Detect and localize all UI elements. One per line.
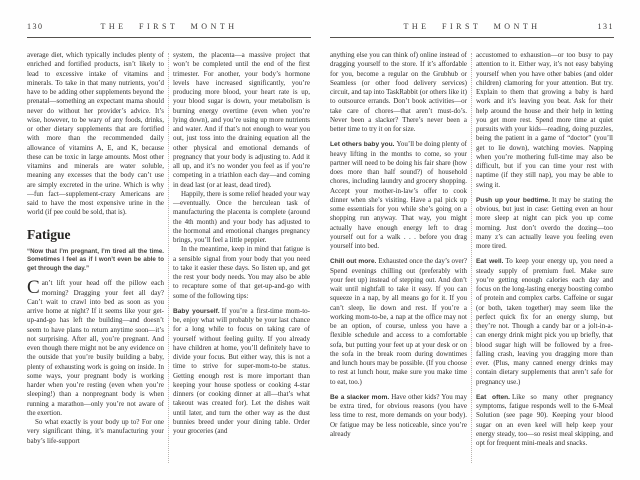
tip-eat-often bbox=[476, 393, 613, 449]
tip-baby-yourself bbox=[173, 307, 310, 437]
para-anything-else: anything else you can think of) online instead of dragging yourself to the store. If it’s affordable for you, become a regular on the Grubhub or Seamless (or other food delivery services) circuit, and tap into TaskRabbit (or others like it) to outsource errands. Don’t book activities—or take care of chores—that aren’t must-do’s. Never been a slacker? There’s never been a better time to try it on for size. bbox=[330, 51, 467, 133]
para-happily: Happily, there is some relief headed your way—eventually. Once the herculean task of manufacturing the placenta is complete (around the 4th month) and your body has adjusted to the hormonal and emotional changes pregnancy brings, you’ll feel a little peppier. bbox=[173, 189, 310, 244]
tip-text-slacker-mom: Have other kids? You may be extra tired, for obvious reasons (you have less time to rest, more demands on your body). Or fatigue may be less noticeable, since you’re already bbox=[330, 392, 467, 438]
page-header-left bbox=[27, 22, 311, 34]
tip-label-chill-out: Chill out more. bbox=[330, 258, 377, 266]
page-left bbox=[27, 22, 311, 468]
text-columns-left bbox=[27, 51, 311, 463]
tip-label-push-bedtime: Push up your bedtime. bbox=[476, 196, 550, 204]
column-2-left-page bbox=[173, 51, 310, 463]
column-1-left-page bbox=[27, 51, 164, 463]
tip-text-eat-well: To keep your energy up, you need a steady supply of premium fuel. Make sure you’re getting enough calories each day and focus on the long-lasting energy boosting combo of protein and complex carbs. Caffeine or sugar (or both, taken together) may seem like the perfect quick fix for an energy slump, but they’re not. Though a candy bar or a jolt-in-a-can energy drink might pick you up briefly, that blood sugar high will be followed by a free-falling crash, leaving you dragging more than ever. (Plus, many canned energy drinks may contain dietary supplements that aren’t safe for pregnancy use.) bbox=[476, 257, 613, 386]
page-number-right: 131 bbox=[597, 22, 614, 31]
para-meantime: In the meantime, keep in mind that fatigue is a sensible signal from your body that you need to take it easier these days. So listen up, and get the rest your body needs. You may also be able to recapture some of that get-up-and-go with some of the following tips: bbox=[173, 245, 310, 300]
section-heading-fatigue: Fatigue bbox=[27, 226, 71, 242]
tip-push-up-bedtime bbox=[476, 196, 613, 252]
header-rule-left bbox=[27, 37, 311, 38]
tip-text-chill-out: Exhausted once the day’s over? Spend evenings chilling out (preferably with your feet up) instead of stepping out. And don’t wait until nightfall to take it easy. If you can squeeze in a nap, by all means go for it. If you can’t sleep, lie down and rest. If you’re a working mom-to-be, a nap at the office may not be an option, of course, unless you have a flexible schedule and access to a comfortable sofa, but putting your feet up at your desk or on the sofa in the break room during downtimes and lunch hours may be possible. (If you choose to rest at lunch hour, make sure you make time to eat, too.) bbox=[330, 257, 468, 386]
para-so-what: So what exactly is your body up to? For one very significant thing, it’s manufacturing your baby’s life-support bbox=[27, 418, 164, 445]
tip-text-push-bedtime: It may be stating the obvious, but just in case: Getting even an hour more sleep at night can pick you up come morning. Just don’t overdo the dozing—too many z’s can actually leave you feeling even more tired. bbox=[476, 195, 614, 250]
page-header-right bbox=[330, 22, 614, 34]
tip-eat-well bbox=[476, 257, 613, 387]
header-rule-right bbox=[330, 37, 614, 38]
column-divider-left-page bbox=[168, 53, 169, 463]
page-number-left: 130 bbox=[27, 22, 44, 31]
tip-text-baby-yourself: If you’re a first-time mom-to-be, enjoy what will probably be your last chance for a long while to focus on taking care of yourself without feeling guilty. If you already have children at home, you’ll definitely have to divide your focus. But either way, this is not a time to strive for super-mom-to-be status. Getting enough rest is more important than keeping your house spotless or cooking 4-star dinners (or cooking dinner at all—that’s what takeout was created for). Let the dishes wait until later, and turn the other way as the dust bunnies breed under your dining table. Order your groceries (and bbox=[173, 306, 310, 435]
tip-let-others-baby-you bbox=[330, 140, 467, 251]
tip-label-let-others: Let others baby you. bbox=[330, 141, 395, 149]
tip-text-let-others: You’ll be doing plenty of heavy lifting in the months to come, so your partner will need to be doing his fair share (how does more than half sound?) of household chores, including laundry and grocery shopping. Accept your mother-in-law’s offer to cook dinner when she’s visiting. Have a pal pick up some essentials for you while she’s going on a shopping run anyway. That way, you might actually have enough energy left to drag yourself out for a walk . . . before you drag yourself into bed. bbox=[330, 140, 467, 250]
reader-quote: “Now that I’m pregnant, I’m tired all the time. Sometimes I feel as if I won’t even be able to get through the day.” bbox=[27, 247, 164, 272]
running-head-left: THE FIRST MONTH bbox=[100, 22, 238, 31]
tip-label-eat-well: Eat well. bbox=[476, 258, 504, 266]
tip-label-baby-yourself: Baby yourself. bbox=[173, 307, 220, 315]
page-right bbox=[330, 22, 614, 468]
para-cant-lift bbox=[27, 279, 164, 418]
column-2-right-page bbox=[476, 51, 613, 463]
tip-text-eat-often: Like so many other pregnancy symptoms, fatigue responds well to the 6-Meal Solution (see page 90). Keeping your blood sugar on an even keel will help keep your energy steady, too—so resist meal skipping, and opt for frequent mini-meals and snacks. bbox=[476, 392, 614, 447]
text-columns-right bbox=[330, 51, 614, 463]
tip-be-a-slacker-mom bbox=[330, 393, 467, 439]
para-cant-lift-text: an’t lift your head off the pillow each morning? Dragging your feet all day? Can’t wait to crawl into bed as soon as you arrive home at night? If it seems like your get-up-and-go has left the building—and doesn’t seem to have plans to return anytime soon—it’s not surprising. After all, you’re pregnant. And even though there might not be any evidence on the outside that you’re busily building a baby, plenty of exhausting work is going on inside. In some ways, your pregnant body is working harder when you’re resting (even when you’re sleeping!) than a nonpregnant body is when running a marathon—only you’re not aware of the exertion. bbox=[27, 279, 164, 417]
para-diet-supplements: average diet, which typically includes plenty of enriched and fortified products, isn’t likely to lead to excessive intake of vitamins and minerals. To take in that many nutrients, you’d have to be adding other supplements beyond the prenatal—something an expectant mama should never do without her provider’s advice. It’s wise, however, to be wary of any foods, drinks, or other dietary supplements that are fortified with more than the recommended daily allowance of vitamins A, E, and K, because these can be toxic in large amounts. Most other vitamins and minerals are water soluble, meaning any excesses that the body can’t use are simply excreted in the urine. Which is why—fun fact—supplement-crazy Americans are said to have the most expensive urine in the world (if pee could be sold, that is). bbox=[27, 51, 164, 217]
tip-chill-out-more bbox=[330, 257, 467, 387]
tip-label-eat-often: Eat often. bbox=[476, 393, 511, 401]
column-divider-right-page bbox=[471, 53, 472, 463]
drop-cap: C bbox=[27, 277, 40, 299]
para-accustomed: accustomed to exhaustion—or too busy to pay attention to it. Either way, it’s not easy babying yourself when you have other babies (and older children) clamoring for your attention. But try. Explain to them that growing a baby is hard work and it’s leaving you beat. Ask for their help around the house and their help in letting you get more rest. Spend more time at quiet pursuits with your kids—reading, doing puzzles, being the patient in a game of “doctor” (you’ll get to lie down), watching movies. Napping when you’re mothering full-time may also be difficult, but if you can time your rest with naptime (if they still nap), you may be able to swing it. bbox=[476, 51, 613, 189]
column-1-right-page bbox=[330, 51, 467, 463]
tip-label-slacker-mom: Be a slacker mom. bbox=[330, 393, 390, 401]
running-head-right: THE FIRST MONTH bbox=[403, 22, 541, 31]
para-placenta: system, the placenta—a massive project that won’t be completed until the end of the first trimester. For another, your body’s hormone levels have increased significantly, you’re producing more blood, your heart rate is up, your blood sugar is down, your metabolism is burning energy overtime (even when you’re lying down), and you’re using up more nutrients and water. And if that’s not enough to wear you out, just toss into the draining equation all the other physical and emotional demands of pregnancy that your body is adjusting to. Add it all up, and it’s no wonder you feel as if you’re competing in a triathlon each day—and coming in dead last (or at least, dead tired). bbox=[173, 51, 310, 189]
